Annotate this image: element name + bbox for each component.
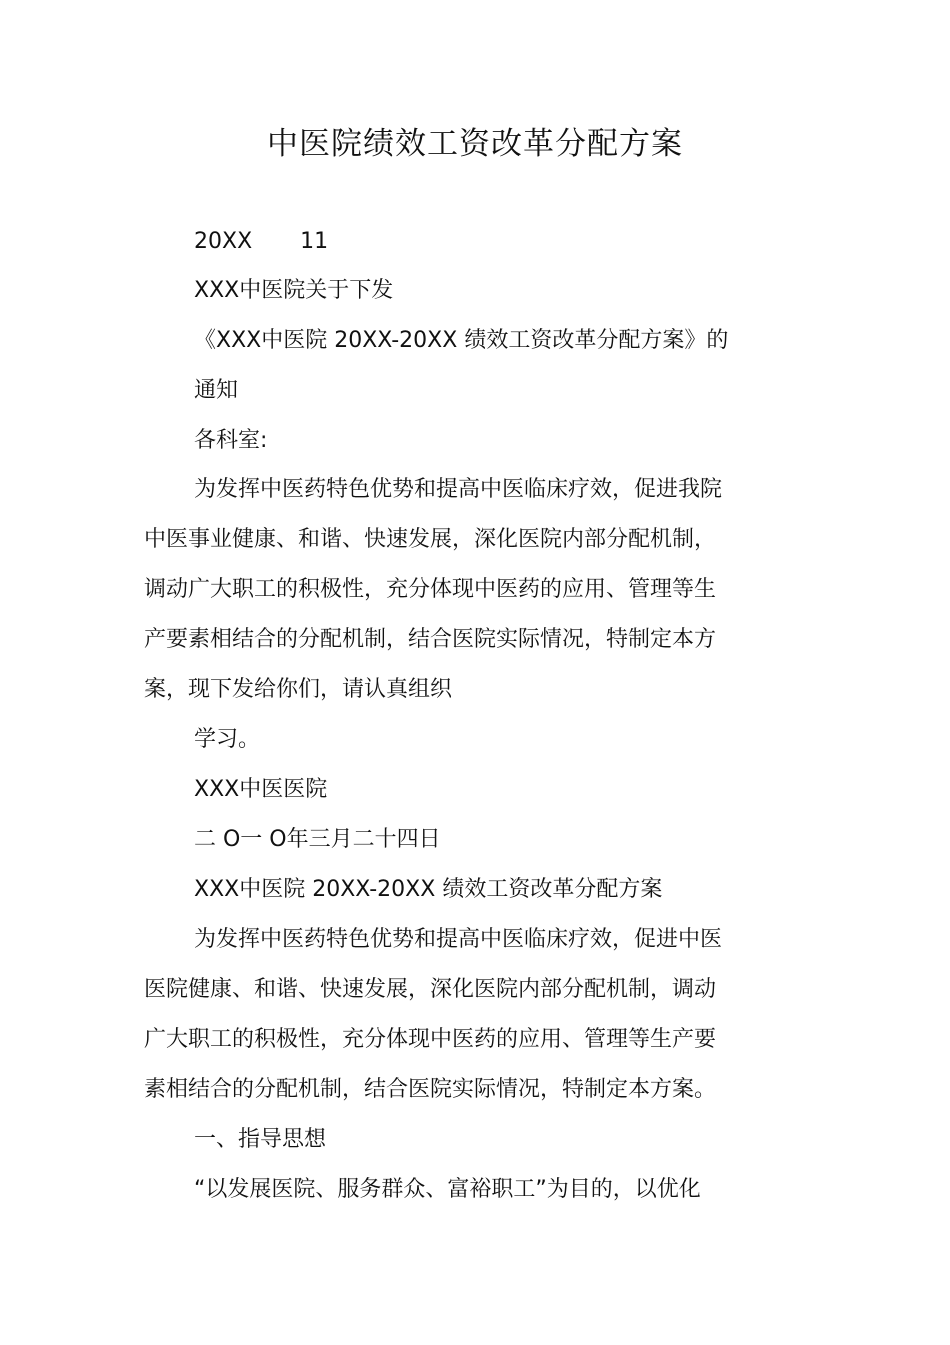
document-title: 中医院绩效工资改革分配方案 (267, 126, 683, 162)
paragraph-line: 学习。 (194, 727, 261, 752)
paragraph-line: 为发挥中医药特色优势和提高中医临床疗效，促进中医 (194, 927, 723, 952)
header-number: 11 (300, 229, 329, 254)
subsection-heading: 一、指导思想 (194, 1127, 327, 1152)
paragraph-line: 中医事业健康、和谐、快速发展，深化医院内部分配机制， (144, 527, 717, 552)
paragraph-line: 广大职工的积极性，充分体现中医药的应用、管理等生产要 (144, 1027, 717, 1052)
signature-org: XXX中医医院 (194, 777, 328, 802)
notice-title-line-3: 通知 (194, 378, 239, 403)
header-line (194, 226, 328, 258)
header-year: 20XX (194, 229, 253, 254)
paragraph-line: “以发展医院、服务群众、富裕职工”为目的，以优化 (194, 1177, 701, 1202)
section-heading: XXX中医院 20XX-20XX 绩效工资改革分配方案 (194, 877, 663, 902)
salutation: 各科室: (194, 428, 268, 453)
signature-date: 二 O一 O年三月二十四日 (194, 827, 441, 852)
paragraph-line: 产要素相结合的分配机制，结合医院实际情况，特制定本方 (144, 627, 717, 652)
notice-title-line-2: 《XXX中医院 20XX-20XX 绩效工资改革分配方案》的 (194, 328, 729, 353)
paragraph-line: 素相结合的分配机制，结合医院实际情况，特制定本方案。 (144, 1077, 717, 1102)
paragraph-line: 为发挥中医药特色优势和提高中医临床疗效，促进我院 (194, 477, 723, 502)
notice-title-line-1: XXX中医院关于下发 (194, 278, 394, 303)
paragraph-line: 调动广大职工的积极性，充分体现中医药的应用、管理等生 (144, 577, 717, 602)
paragraph-line: 医院健康、和谐、快速发展，深化医院内部分配机制，调动 (144, 977, 717, 1002)
paragraph-line: 案，现下发给你们，请认真组织 (144, 677, 453, 702)
